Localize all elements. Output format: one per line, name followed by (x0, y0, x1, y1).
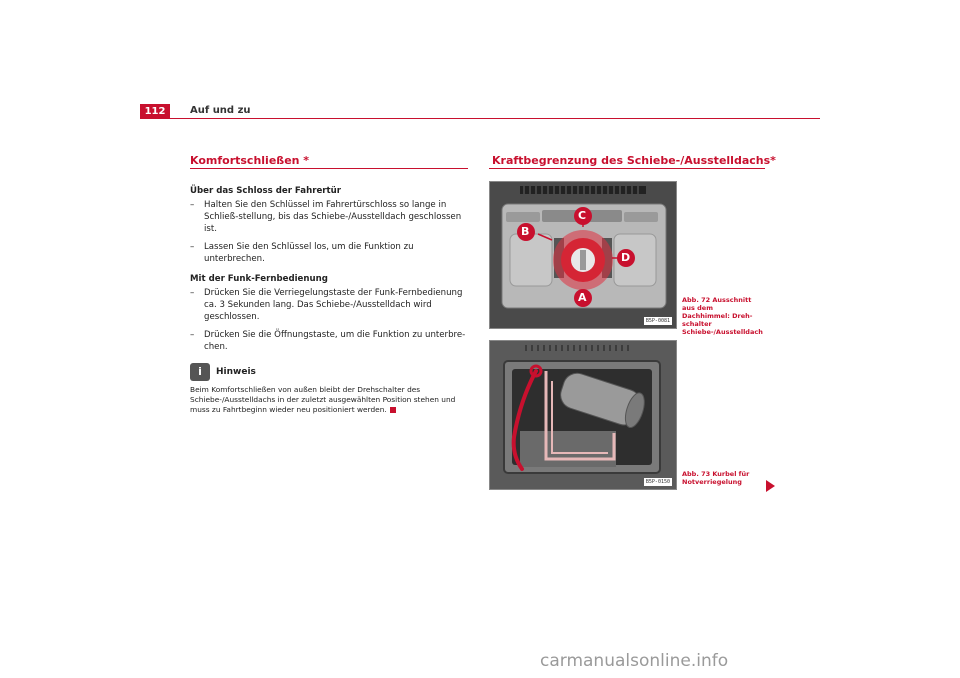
page-number: 112 (140, 104, 170, 119)
list-item (190, 329, 468, 353)
list-item-text: Halten Sie den Schlüssel im Fahrertürschloss so lange in Schließ-stellung, bis das Schiebe-/Ausstelldach geschlossen ist. (204, 200, 462, 234)
figure-code: B5P-0150 (645, 479, 670, 485)
callout-label-d: D (621, 251, 631, 264)
chapter-title: Auf und zu (190, 105, 251, 116)
list-item-text: Drücken Sie die Verriegelungstaste der Funk-Fernbedienung ca. 3 Sekunden lang. Das Schiebe-/Ausstelldach wird geschlossen. (204, 288, 463, 322)
list-item-text: Drücken Sie die Öffnungstaste, um die Funktion zu unterbre-chen. (204, 330, 466, 352)
list-item-text: Lassen Sie den Schlüssel los, um die Funktion zu unterbrechen. (204, 242, 414, 264)
subheading-door-lock: Über das Schloss der Fahrertür (190, 186, 341, 196)
list-item (190, 241, 468, 265)
figure-emergency-crank (489, 340, 677, 490)
list-dash: – (190, 288, 195, 298)
left-column (190, 185, 468, 415)
section-title-komfort: Komfortschließen * (190, 154, 310, 167)
section-rule-right (489, 168, 765, 169)
list-dash: – (190, 330, 195, 340)
header-rule (140, 118, 820, 119)
section-title-kraftbegrenzung: Kraftbegrenzung des Schiebe-/Ausstelldachs* (492, 154, 776, 167)
list-item (190, 287, 468, 323)
crank-illustration (490, 341, 676, 489)
note-body: Beim Komfortschließen von außen bleibt der Drehschalter des Schiebe-/Ausstelldachs in der zuletzt ausgewählten Position stehen und muss zu Fahrtbeginn wieder neu positioniert werden. (190, 385, 456, 414)
callout-label-a: A (578, 291, 587, 304)
next-page-arrow-icon (766, 480, 775, 492)
figure-code: B5P-0081 (645, 318, 670, 324)
end-of-section-icon (390, 407, 396, 413)
note-label: Hinweis (216, 367, 256, 377)
callout-label-c: C (578, 209, 587, 222)
list-dash: – (190, 242, 195, 252)
callout-label-b: B (521, 225, 530, 238)
subheading-remote: Mit der Funk-Fernbedienung (190, 274, 328, 284)
info-hand-icon: i (190, 363, 210, 381)
note-box (190, 363, 468, 415)
figure-roof-switch (489, 181, 677, 329)
list-dash: – (190, 200, 195, 210)
note-header (190, 363, 468, 381)
note-text (190, 385, 468, 415)
figure-caption-72: Abb. 72 Ausschnitt aus dem Dachhimmel: Dreh-schalter Schiebe-/Ausstelldach (682, 296, 763, 336)
figure-caption-73: Abb. 73 Kurbel für Notverriegelung (682, 470, 750, 486)
section-rule-left (190, 168, 468, 169)
footer-watermark: carmanualsonline.info (540, 651, 729, 671)
list-item (190, 199, 468, 235)
roof-switch-illustration (490, 182, 676, 328)
